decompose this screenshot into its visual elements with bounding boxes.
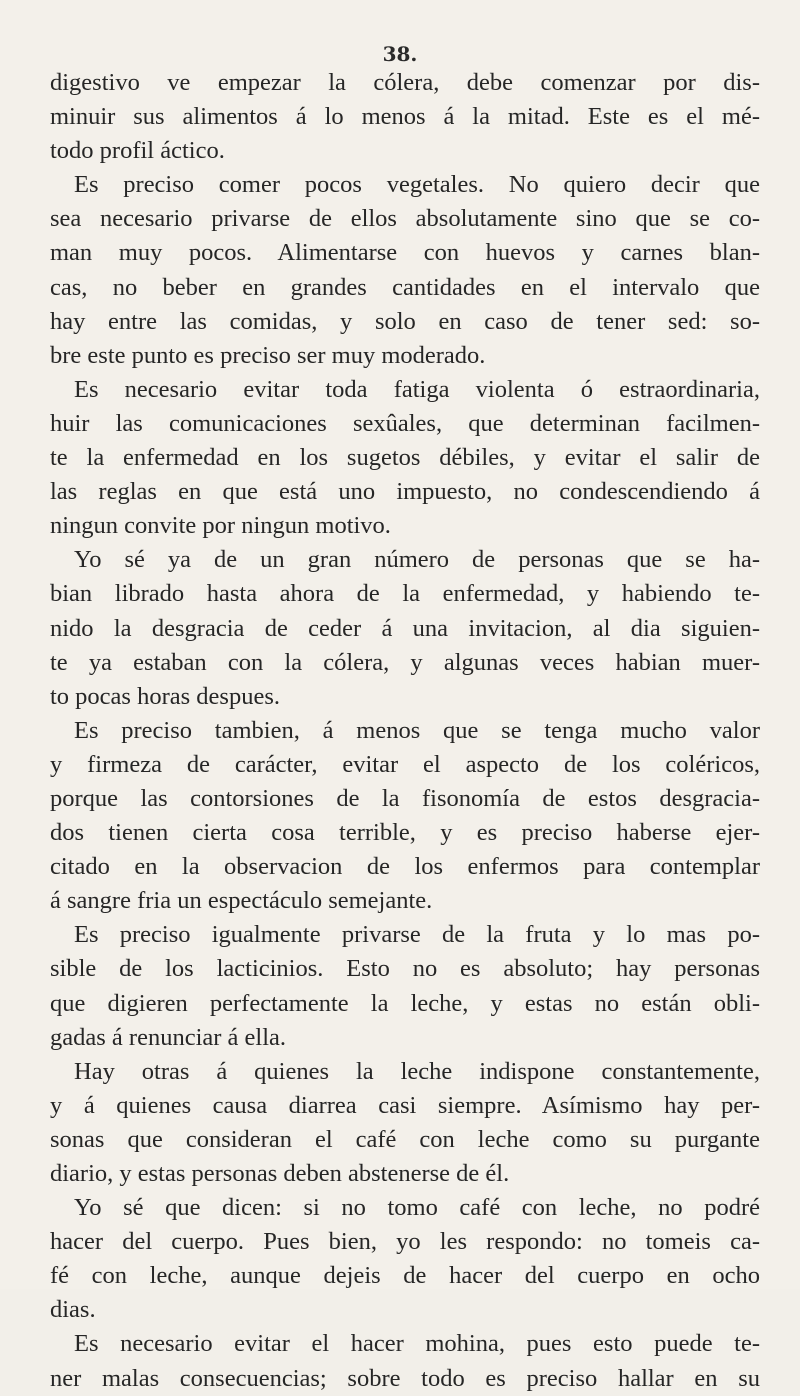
text-line: y á quienes causa diarrea casi siempre. Asímismo hay per- (50, 1091, 760, 1119)
text-line: to pocas horas despues. (50, 682, 280, 710)
text-line: hacer del cuerpo. Pues bien, yo les respondo: no tomeis ca- (50, 1228, 760, 1256)
text-line: huir las comunicaciones sexûales, que determinan facilmen- (50, 409, 760, 437)
text-line: digestivo ve empezar la cólera, debe comenzar por dis- (50, 69, 760, 96)
text-line: porque las contorsiones de la fisonomía de estos desgracia- (50, 784, 760, 812)
text-line: dias. (50, 1296, 96, 1324)
text-line: Es necesario evitar toda fatiga violenta ó estraordinaria, (74, 375, 760, 403)
text-line: diario, y estas personas deben abstenerse de él. (50, 1160, 510, 1187)
text-line: bian librado hasta ahora de la enfermedad, y habiendo te- (50, 580, 760, 608)
text-line: todo profil áctico. (50, 137, 225, 165)
text-line: hay entre las comidas, y solo en caso de tener sed: so- (50, 307, 760, 335)
text-line: sible de los lacticinios. Esto no es absoluto; hay personas (50, 955, 760, 983)
text-line: te ya estaban con la cólera, y algunas veces habian muer- (50, 648, 760, 676)
text-line: Yo sé que dicen: si no tomo café con leche, no podré (74, 1194, 760, 1222)
text-line: fé con leche, aunque dejeis de hacer del cuerpo en ocho (50, 1262, 760, 1290)
text-line: man muy pocos. Alimentarse con huevos y carnes blan- (50, 239, 760, 267)
text-line: sea necesario privarse de ellos absolutamente sino que se co- (50, 205, 760, 233)
text-line: minuir sus alimentos á lo menos á la mitad. Este es el mé- (50, 103, 760, 131)
text-line: cas, no beber en grandes cantidades en el intervalo que (50, 273, 760, 301)
text-line: te la enfermedad en los sugetos débiles, y evitar el salir de (50, 444, 760, 472)
text-line: Hay otras á quienes la leche indispone constantemente, (74, 1057, 760, 1085)
text-line: que digieren perfectamente la leche, y estas no están obli- (50, 989, 760, 1017)
text-line: dos tienen cierta cosa terrible, y es preciso haberse ejer- (50, 819, 760, 847)
text-line: Es preciso comer pocos vegetales. No quiero decir que (74, 171, 760, 199)
text-line: sonas que consideran el café con leche como su purgante (50, 1125, 760, 1153)
text-line: á sangre fria un espectáculo semejante. (50, 887, 433, 915)
body-text (50, 66, 760, 1396)
text-line: Es preciso igualmente privarse de la fruta y lo mas po- (74, 921, 760, 949)
page-number: 38. (382, 42, 418, 66)
text-line: Es necesario evitar el hacer mohina, pues esto puede te- (74, 1330, 760, 1358)
text-line: ningun convite por ningun motivo. (50, 512, 391, 540)
text-line: gadas á renunciar á ella. (50, 1023, 287, 1051)
text-line: bre este punto es preciso ser muy moderado. (50, 341, 486, 369)
text-line: nido la desgracia de ceder á una invitacion, al dia siguien- (50, 614, 760, 642)
text-line: las reglas en que está uno impuesto, no condescendiendo á (50, 478, 760, 506)
text-line: citado en la observacion de los enfermos para contemplar (50, 853, 760, 881)
text-line: Es preciso tambien, á menos que se tenga mucho valor (74, 716, 760, 744)
text-line: ner malas consecuencias; sobre todo es preciso hallar en su (50, 1364, 760, 1392)
text-line: Yo sé ya de un gran número de personas que se ha- (74, 546, 760, 574)
text-line: y firmeza de carácter, evitar el aspecto de los coléricos, (50, 750, 760, 778)
